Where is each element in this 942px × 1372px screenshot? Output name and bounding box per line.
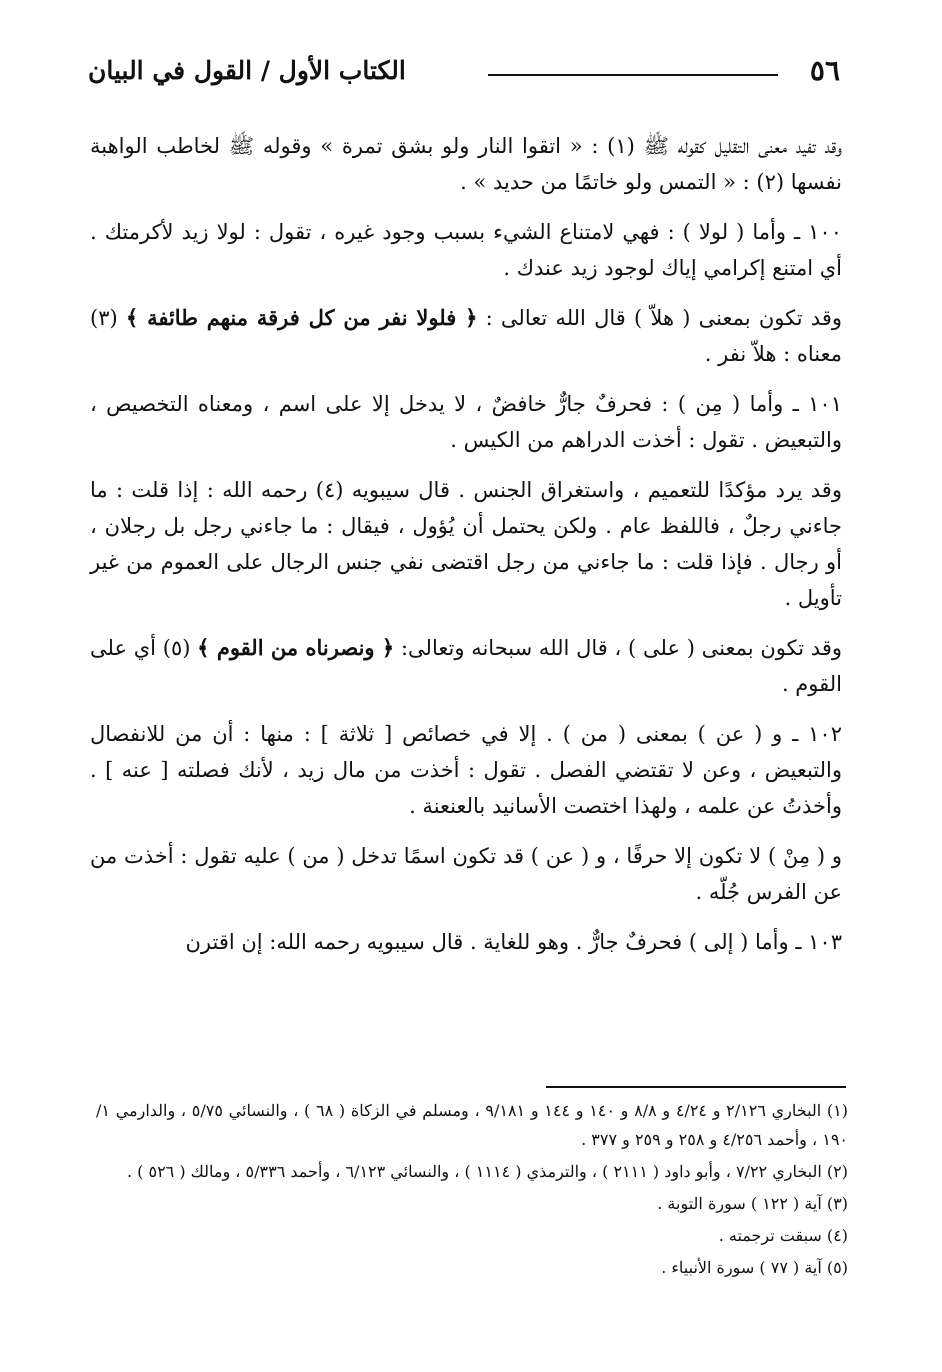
paragraph: ١٠٣ ـ وأما ( إلى ) فحرفٌ جارٌّ . وهو للغاية . قال سيبويه رحمه الله: إن اقترن bbox=[185, 930, 842, 954]
paragraph-text: وقد تكون بمعنى ( على ) ، قال الله سبحانه وتعالى: bbox=[394, 636, 842, 660]
paragraph-text: وقد تكون بمعنى ( هلاّ ) قال الله تعالى : bbox=[477, 306, 842, 330]
page-number: ٥٦ bbox=[809, 54, 840, 87]
paragraph: وقد يرد مؤكدًا للتعميم ، واستغراق الجنس . قال سيبويه (٤) رحمه الله : إذا قلت : ما جاءني رجلٌ ، فاللفظ عام . ولكن يحتمل أن يُؤول ، فيقال : ما جاءني رجل بل رجلان ، أو رجال . فإذا قلت : ما جاءني من رجل اقتضى نفي جنس الرجال على العموم من غير تأويل . bbox=[90, 478, 842, 610]
quran-quote: ﴿ ونصرناه من القوم ﴾ bbox=[197, 635, 395, 660]
footnote: (٤) سبقت ترجمته . bbox=[718, 1226, 848, 1245]
paragraph: وقد تفيد معنى التقليل كقوله ﷺ (١) : « اتقوا النار ولو بشق تمرة » وقوله ﷺ لخاطب الواهبة نفسها (٢) : « التمس ولو خاتمًا من حديد » . bbox=[90, 134, 842, 194]
paragraph-ala bbox=[90, 630, 842, 702]
footnotes bbox=[96, 1096, 848, 1285]
footnote-rule bbox=[546, 1086, 846, 1088]
quran-quote: ﴿ فلولا نفر من كل فرقة منهم طائفة ﴾ bbox=[125, 305, 478, 330]
main-text bbox=[90, 128, 842, 974]
header-rule bbox=[488, 74, 778, 76]
paragraph: ١٠١ ـ وأما ( مِن ) : فحرفٌ جارٌّ خافضٌ ، لا يدخل إلا على اسم ، ومعناه التخصيص ، والتبعيض . تقول : أخذت الدراهم من الكيس . bbox=[90, 392, 842, 452]
running-title: الكتاب الأول / القول في البيان bbox=[88, 56, 406, 85]
paragraph: ١٠٠ ـ وأما ( لولا ) : فهي لامتناع الشيء بسبب وجود غيره ، تقول : لولا زيد لأكرمتك . أي امتنع إكرامي إياك لوجود زيد عندك . bbox=[90, 220, 842, 280]
page-header bbox=[88, 52, 848, 98]
footnote: (١) البخاري ٢/١٢٦ و ٤/٢٤ و ٨/٨ و ١٤٠ و ١٤٤ و ٩/١٨١ ، ومسلم في الزكاة ( ٦٨ ) ، والنسائي ٥/٧٥ ، والدارمي ١/ ١٩٠ ، وأحمد ٤/٢٥٦ و ٢٥٨ و ٢٥٩ و ٣٧٧ . bbox=[96, 1101, 849, 1149]
paragraph: و ( مِنْ ) لا تكون إلا حرفًا ، و ( عن ) قد تكون اسمًا تدخل ( من ) عليه تقول : أخذت من عن الفرس جُلّه . bbox=[90, 844, 842, 904]
paragraph-text: (٥) أي على القوم . bbox=[90, 636, 842, 696]
footnote: (٥) آية ( ٧٧ ) سورة الأنبياء . bbox=[661, 1258, 848, 1277]
paragraph-text: (٣) معناه : هلاّ نفر . bbox=[90, 306, 842, 366]
footnote: (٣) آية ( ١٢٢ ) سورة التوبة . bbox=[657, 1194, 848, 1213]
paragraph-hala bbox=[90, 300, 842, 372]
paragraph: ١٠٢ ـ و ( عن ) بمعنى ( من ) . إلا في خصائص [ ثلاثة ] : منها : أن من للانفصال والتبعيض ، وعن لا تقتضي الفصل . تقول : أخذت من مال زيد ، لأنك فصلته [ عنه ] . وأخذتُ عن علمه ، ولهذا اختصت الأسانيد بالعنعنة . bbox=[90, 722, 842, 818]
footnote: (٢) البخاري ٧/٢٢ ، وأبو داود ( ٢١١١ ) ، والترمذي ( ١١١٤ ) ، والنسائي ٦/١٢٣ ، وأحمد ٥/٣٣٦ ، ومالك ( ٥٢٦ ) . bbox=[126, 1162, 848, 1181]
